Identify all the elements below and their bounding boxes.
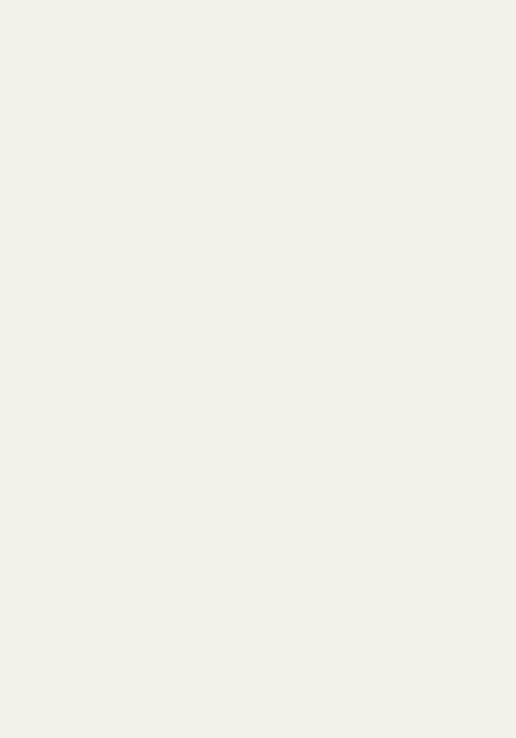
lower-text-block (28, 364, 496, 689)
upper-text-block (26, 22, 498, 327)
